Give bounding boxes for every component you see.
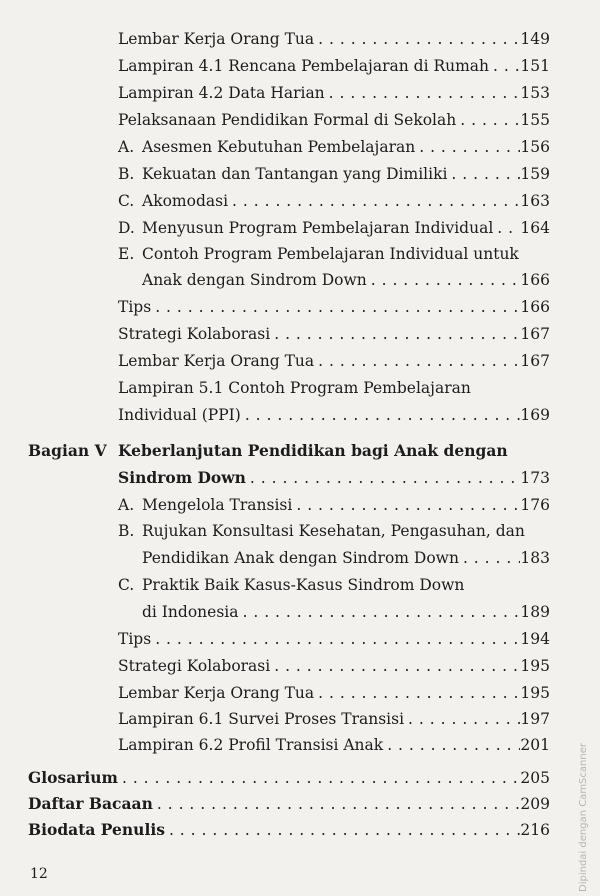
toc-entry-page: 216 xyxy=(520,821,550,839)
toc-entry-label: Pelaksanaan Pendidikan Formal di Sekolah xyxy=(118,111,457,129)
toc-entry-label: Lampiran 4.1 Rencana Pembelajaran di Rumah xyxy=(118,57,490,75)
toc-entry xyxy=(118,163,550,185)
toc-entry-page: 149 xyxy=(520,30,550,48)
toc-entry xyxy=(118,404,550,426)
toc-entry-page: 151 xyxy=(520,57,550,75)
page-number: 12 xyxy=(30,866,48,882)
toc-entry xyxy=(118,28,550,50)
toc-entry-label: Lembar Kerja Orang Tua xyxy=(118,352,315,370)
toc-entry xyxy=(142,269,550,291)
toc-entry-label: Praktik Baik Kasus-Kasus Sindrom Down xyxy=(142,576,465,594)
toc-entry-label: Strategi Kolaborasi xyxy=(118,657,271,675)
toc-entry-label: Anak dengan Sindrom Down xyxy=(142,271,367,289)
toc-entry-label: Lampiran 6.2 Profil Transisi Anak xyxy=(118,736,384,754)
toc-entry-first-line xyxy=(118,243,519,265)
toc-entry xyxy=(118,655,550,677)
scanner-watermark-text: Dipindai dengan CamScanner xyxy=(578,743,589,892)
toc-entry-label: Asesmen Kebutuhan Pembelajaran xyxy=(142,138,416,156)
toc-entry xyxy=(28,819,550,841)
toc-entry-page: 169 xyxy=(520,406,550,424)
toc-entry-label: Kekuatan dan Tantangan yang Dimiliki xyxy=(142,165,448,183)
toc-entry-marker: B. xyxy=(118,522,135,540)
toc-entry-page: 197 xyxy=(520,710,550,728)
toc-entry xyxy=(118,494,550,516)
toc-entry-label: Tips xyxy=(118,298,152,316)
toc-entry xyxy=(118,682,550,704)
toc-entry-page: 167 xyxy=(520,352,550,370)
toc-entry-label: Lembar Kerja Orang Tua xyxy=(118,30,315,48)
toc-entry-label: Tips xyxy=(118,630,152,648)
toc-entry-marker: A. xyxy=(118,138,135,156)
toc-entry-marker: C. xyxy=(118,192,135,210)
toc-entry-label: Lampiran 6.1 Survei Proses Transisi xyxy=(118,710,405,728)
toc-entry-first-line xyxy=(118,574,464,596)
toc-entry-page: 159 xyxy=(520,165,550,183)
toc-entry-label: Pendidikan Anak dengan Sindrom Down xyxy=(142,549,459,567)
part-title: Sindrom Down xyxy=(118,468,246,487)
toc-entry-page: 209 xyxy=(520,795,550,813)
toc-entry-label: Lembar Kerja Orang Tua xyxy=(118,684,315,702)
toc-entry-label: Biodata Penulis xyxy=(28,820,165,839)
toc-entry-label: Strategi Kolaborasi xyxy=(118,325,271,343)
toc-entry-marker: A. xyxy=(118,496,135,514)
toc-entry-page: 166 xyxy=(520,298,550,316)
toc-entry-page: 176 xyxy=(520,496,550,514)
toc-entry-label: Menyusun Program Pembelajaran Individual xyxy=(142,219,494,237)
toc-entry-marker: C. xyxy=(118,576,135,594)
toc-entry-page: 164 xyxy=(520,219,550,237)
toc-entry xyxy=(28,767,550,789)
toc-entry-page: 166 xyxy=(520,271,550,289)
toc-entry xyxy=(118,708,550,730)
toc-entry xyxy=(118,467,550,489)
scanner-watermark xyxy=(574,743,596,896)
toc-entry-label: Contoh Program Pembelajaran Individual untuk xyxy=(142,245,519,263)
toc-entry-marker: B. xyxy=(118,165,135,183)
toc-entry-marker: E. xyxy=(118,245,135,263)
part-title: Keberlanjutan Pendidikan bagi Anak dengan xyxy=(118,441,508,460)
toc-entry-page: 205 xyxy=(520,769,550,787)
toc-entry-first-line xyxy=(118,520,525,542)
toc-entry-label: Mengelola Transisi xyxy=(142,496,293,514)
toc-entry xyxy=(142,547,550,569)
toc-entry-page: 195 xyxy=(520,684,550,702)
toc-entry xyxy=(142,601,550,623)
part-label: Bagian V xyxy=(28,441,107,460)
toc-entry xyxy=(118,109,550,131)
toc-entry-page: 201 xyxy=(520,736,550,754)
toc-entry xyxy=(118,82,550,104)
toc-entry xyxy=(118,323,550,345)
toc-entry-page: 194 xyxy=(520,630,550,648)
toc-entry xyxy=(118,190,550,212)
toc-entry-label: di Indonesia xyxy=(142,603,239,621)
toc-entry-label: Rujukan Konsultasi Kesehatan, Pengasuhan, dan xyxy=(142,522,525,540)
toc-entry xyxy=(118,217,550,239)
toc-entry xyxy=(118,628,550,650)
toc-entry xyxy=(28,793,550,815)
toc-entry-page: 153 xyxy=(520,84,550,102)
toc-entry-label: Daftar Bacaan xyxy=(28,794,153,813)
toc-entry-page: 163 xyxy=(520,192,550,210)
toc-entry-page: 173 xyxy=(520,469,550,487)
toc-entry-page: 167 xyxy=(520,325,550,343)
toc-entry-page: 189 xyxy=(520,603,550,621)
toc-entry-page: 183 xyxy=(520,549,550,567)
toc-entry xyxy=(118,734,550,756)
toc-entry-marker: D. xyxy=(118,219,135,237)
toc-entry-page: 156 xyxy=(520,138,550,156)
toc-entry-page: 155 xyxy=(520,111,550,129)
toc-entry-page: 195 xyxy=(520,657,550,675)
toc-entry-label: Lampiran 5.1 Contoh Program Pembelajaran xyxy=(118,379,471,397)
toc-entry-label: Akomodasi xyxy=(142,192,229,210)
toc-entry xyxy=(118,55,550,77)
toc-entry xyxy=(118,350,550,372)
toc-entry-label: Lampiran 4.2 Data Harian xyxy=(118,84,325,102)
toc-entry-label: Individual (PPI) xyxy=(118,406,241,424)
toc-entry xyxy=(118,296,550,318)
toc-entry-label: Glosarium xyxy=(28,768,118,787)
toc-entry xyxy=(118,136,550,158)
